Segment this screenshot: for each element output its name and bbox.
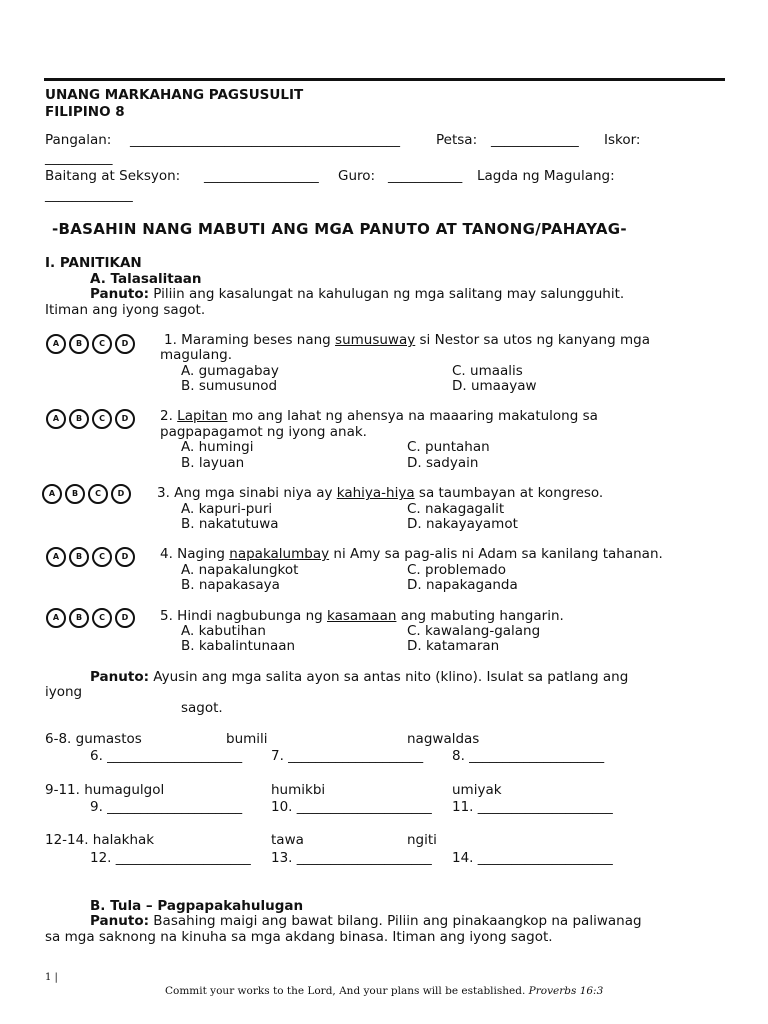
bubble-b[interactable]: B	[65, 484, 85, 504]
instruction-3-label: Panuto:	[90, 913, 149, 929]
instruction-3	[90, 913, 642, 929]
name-field[interactable]: ________________________________________	[130, 132, 400, 148]
bubble-d[interactable]: D	[115, 608, 135, 628]
choice-a: A. kapuri-puri	[181, 501, 273, 517]
instruction-2-cont: iyong	[45, 684, 83, 700]
footer-quote-text: Commit your works to the Lord, And your plans will be established.	[165, 985, 526, 997]
choice-a: A. gumagabay	[181, 363, 279, 379]
answer-bubbles-q5	[46, 608, 135, 628]
underlined-word: sumusuway	[335, 332, 416, 348]
klino-word: humikbi	[271, 782, 326, 798]
bubble-c[interactable]: C	[92, 608, 112, 628]
klino-word: nagwaldas	[407, 731, 480, 747]
teacher-label: Guro:	[338, 168, 376, 184]
answer-blank[interactable]: 13. ____________________	[271, 850, 432, 866]
part-title: I. PANITIKAN	[45, 255, 142, 271]
question-text: 2.	[160, 408, 178, 424]
instruction-2	[90, 669, 628, 685]
section-a-title: A. Talasalitaan	[90, 271, 202, 287]
name-label: Pangalan:	[45, 132, 112, 148]
header-rule	[44, 78, 725, 81]
answer-blank[interactable]: 11. ____________________	[452, 799, 613, 815]
question-text: 5. Hindi nagbubunga ng	[160, 608, 327, 624]
instruction-2-label: Panuto:	[90, 669, 149, 685]
section-label: Baitang at Seksyon:	[45, 168, 181, 184]
choice-a: A. napakalungkot	[181, 562, 299, 578]
question-text: sa taumbayan at kongreso.	[414, 485, 604, 501]
parent-signature-field[interactable]: _____________	[45, 187, 133, 203]
answer-blank[interactable]: 9. ____________________	[90, 799, 243, 815]
klino-item-label: 9-11. humagulgol	[45, 782, 165, 798]
score-label: Iskor:	[604, 132, 641, 148]
bubble-a[interactable]: A	[46, 409, 66, 429]
bubble-a[interactable]: A	[46, 334, 66, 354]
klino-word: ngiti	[407, 832, 437, 848]
answer-bubbles-q2	[46, 409, 135, 429]
bubble-d[interactable]: D	[111, 484, 131, 504]
score-field[interactable]: __________	[45, 150, 113, 166]
answer-bubbles-q1	[46, 334, 135, 354]
choice-d: D. katamaran	[407, 638, 500, 654]
instruction-1-text: Piliin ang kasalungat na kahulugan ng mga salitang may salungguhit.	[153, 286, 625, 302]
choice-d: D. napakaganda	[407, 577, 518, 593]
question-3	[157, 485, 603, 501]
klino-word: bumili	[226, 731, 268, 747]
bubble-b[interactable]: B	[69, 547, 89, 567]
choice-c: C. puntahan	[407, 439, 490, 455]
klino-word: umiyak	[452, 782, 502, 798]
bubble-c[interactable]: C	[92, 547, 112, 567]
instruction-2-cont2: sagot.	[181, 700, 223, 716]
bubble-b[interactable]: B	[69, 608, 89, 628]
bubble-c[interactable]: C	[88, 484, 108, 504]
answer-blank[interactable]: 14. ____________________	[452, 850, 613, 866]
choice-c: C. problemado	[407, 562, 506, 578]
answer-blank[interactable]: 8. ____________________	[452, 748, 605, 764]
section-field[interactable]: _________________	[204, 168, 319, 184]
parent-signature-label: Lagda ng Magulang:	[477, 168, 615, 184]
underlined-word: kahiya-hiya	[336, 485, 415, 501]
instruction-1-cont: Itiman ang iyong sagot.	[45, 302, 206, 318]
underlined-word: napakalumbay	[229, 546, 330, 562]
answer-bubbles-q3	[42, 484, 131, 504]
question-text: ang mabuting hangarin.	[396, 608, 564, 624]
section-b-title: B. Tula – Pagpapakahulugan	[90, 898, 304, 914]
bubble-a[interactable]: A	[42, 484, 62, 504]
answer-blank[interactable]: 10. ____________________	[271, 799, 432, 815]
choice-d: D. sadyain	[407, 455, 479, 471]
date-field[interactable]: _____________	[491, 132, 579, 148]
answer-blank[interactable]: 6. ____________________	[90, 748, 243, 764]
choice-d: D. umaayaw	[452, 378, 537, 394]
underlined-word: kasamaan	[327, 608, 397, 624]
question-text: 1. Maraming beses nang	[164, 332, 336, 348]
question-1-cont: magulang.	[160, 347, 232, 363]
question-text: 3. Ang mga sinabi niya ay	[157, 485, 337, 501]
klino-item-label: 6-8. gumastos	[45, 731, 142, 747]
choice-d: D. nakayayamot	[407, 516, 518, 532]
question-text: ni Amy sa pag-alis ni Adam sa kanilang tahanan.	[329, 546, 663, 562]
bubble-a[interactable]: A	[46, 608, 66, 628]
question-4	[160, 546, 663, 562]
instruction-1-label: Panuto:	[90, 286, 149, 302]
bubble-d[interactable]: D	[115, 334, 135, 354]
choice-c: C. kawalang-galang	[407, 623, 541, 639]
answer-blank[interactable]: 12. ____________________	[90, 850, 251, 866]
instructions-banner: -BASAHIN NANG MABUTI ANG MGA PANUTO AT TANONG/PAHAYAG-	[52, 220, 627, 238]
question-2	[160, 408, 598, 424]
subject-title: FILIPINO 8	[45, 104, 125, 120]
page-number: 1 |	[45, 972, 58, 983]
question-5	[160, 608, 564, 624]
choice-b: B. layuan	[181, 455, 245, 471]
instruction-3-cont: sa mga saknong na kinuha sa mga akdang binasa. Itiman ang iyong sagot.	[45, 929, 553, 945]
bubble-c[interactable]: C	[92, 409, 112, 429]
question-text: 4. Naging	[160, 546, 230, 562]
instruction-3-text: Basahing maigi ang bawat bilang. Piliin ang pinakaangkop na paliwanag	[153, 913, 642, 929]
choice-a: A. kabutihan	[181, 623, 266, 639]
footer-citation: Proverbs 16:3	[528, 985, 604, 997]
answer-blank[interactable]: 7. ____________________	[271, 748, 424, 764]
teacher-field[interactable]: ___________	[388, 168, 463, 184]
choice-c: C. nakagagalit	[407, 501, 505, 517]
underlined-word: Lapitan	[177, 408, 228, 424]
klino-word: tawa	[271, 832, 304, 848]
footer-quote	[165, 985, 603, 997]
choice-a: A. humingi	[181, 439, 254, 455]
klino-item-label: 12-14. halakhak	[45, 832, 155, 848]
question-1	[164, 332, 650, 348]
choice-b: B. kabalintunaan	[181, 638, 296, 654]
exam-title: UNANG MARKAHANG PAGSUSULIT	[45, 87, 304, 103]
question-text: si Nestor sa utos ng kanyang mga	[415, 332, 650, 348]
choice-b: B. napakasaya	[181, 577, 280, 593]
bubble-c[interactable]: C	[92, 334, 112, 354]
bubble-d[interactable]: D	[115, 409, 135, 429]
answer-bubbles-q4	[46, 547, 135, 567]
choice-b: B. nakatutuwa	[181, 516, 279, 532]
bubble-b[interactable]: B	[69, 334, 89, 354]
bubble-a[interactable]: A	[46, 547, 66, 567]
choice-c: C. umaalis	[452, 363, 523, 379]
date-label: Petsa:	[436, 132, 478, 148]
bubble-b[interactable]: B	[69, 409, 89, 429]
instruction-2-text: Ayusin ang mga salita ayon sa antas nito (klino). Isulat sa patlang ang	[153, 669, 629, 685]
question-text: mo ang lahat ng ahensya na maaaring makatulong sa	[227, 408, 598, 424]
choice-b: B. sumusunod	[181, 378, 278, 394]
bubble-d[interactable]: D	[115, 547, 135, 567]
instruction-1	[90, 286, 624, 302]
question-2-cont: pagpapagamot ng iyong anak.	[160, 424, 367, 440]
